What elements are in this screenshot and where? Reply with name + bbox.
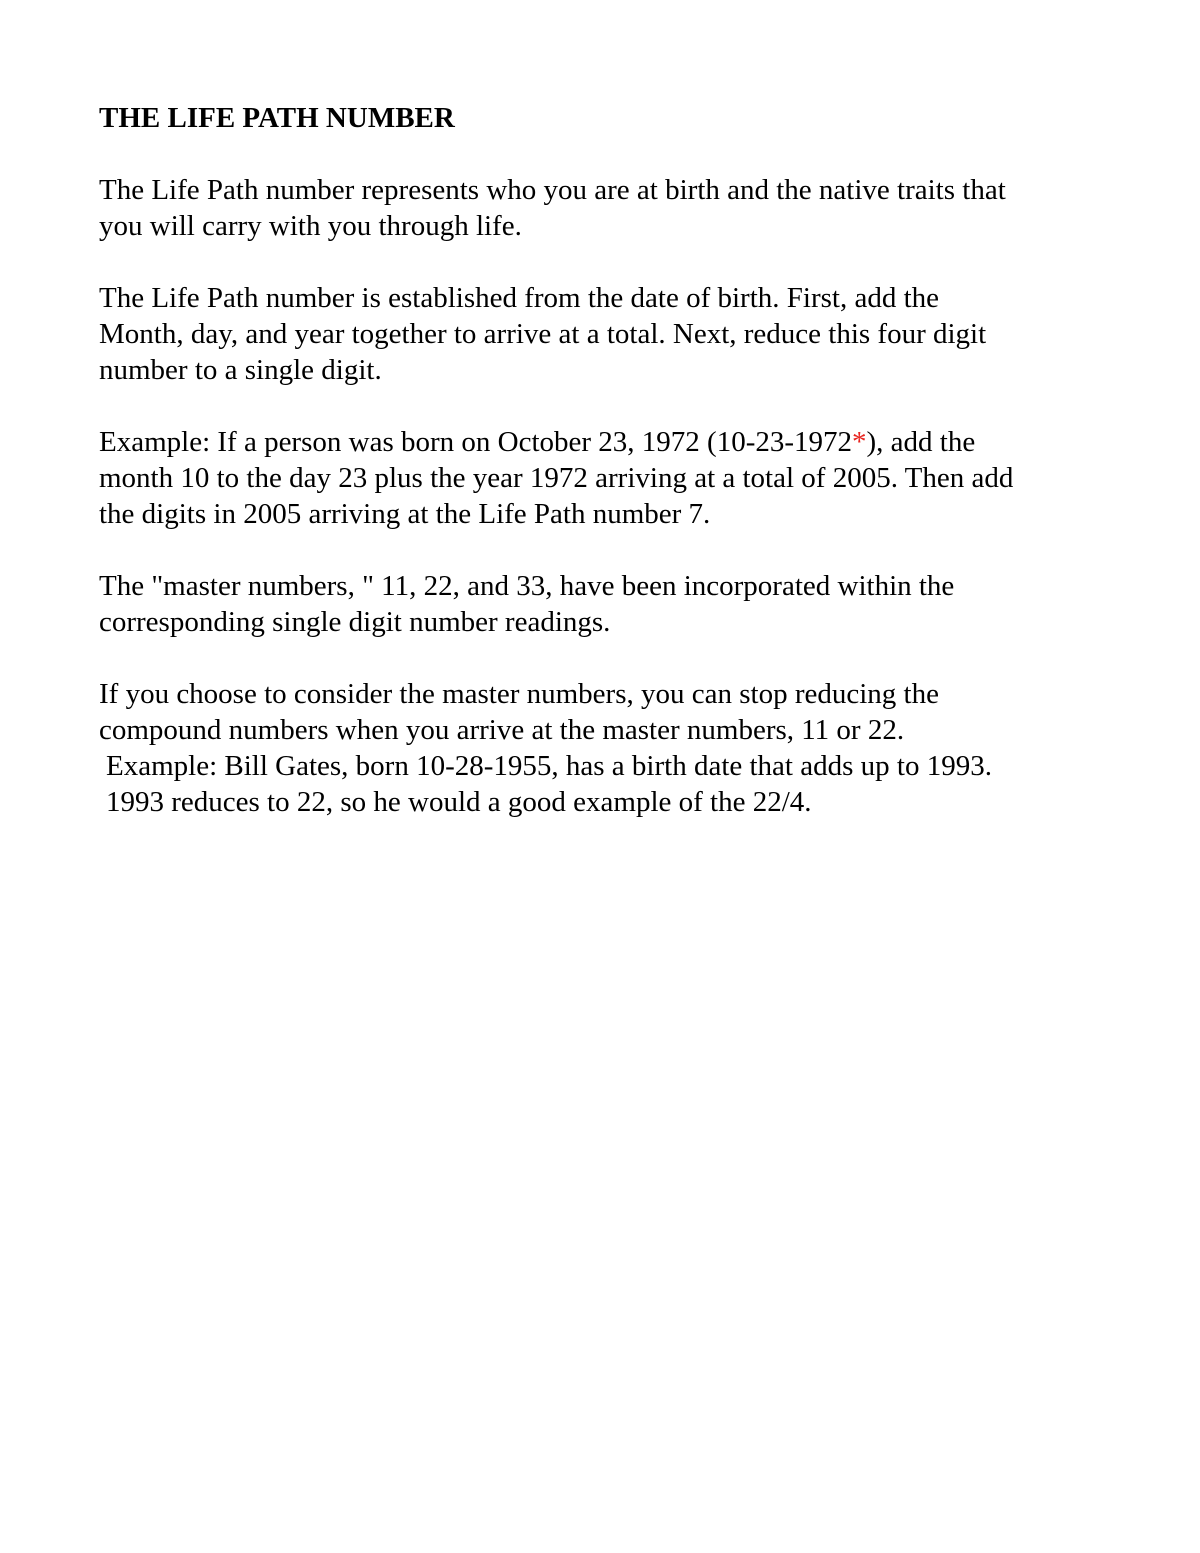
example-text-end: ), add the bbox=[866, 426, 976, 458]
paragraph-example bbox=[99, 424, 1109, 532]
asterisk-mark: * bbox=[852, 426, 867, 458]
text-line: you will carry with you through life. bbox=[99, 210, 522, 242]
paragraph-master-example bbox=[99, 676, 1109, 820]
document-page bbox=[99, 100, 1109, 820]
text-line: Example: Bill Gates, born 10-28-1955, has a birth date that adds up to 1993. bbox=[106, 750, 992, 782]
paragraph-master-numbers bbox=[99, 568, 1109, 640]
text-line: the digits in 2005 arriving at the Life Path number 7. bbox=[99, 498, 711, 530]
paragraph-definition bbox=[99, 172, 1109, 244]
example-text-start: Example: If a person was born on October 23, 1972 (10-23-1972 bbox=[99, 426, 853, 458]
text-line: compound numbers when you arrive at the master numbers, 11 or 22. bbox=[99, 714, 905, 746]
paragraph-method bbox=[99, 280, 1109, 388]
text-line: If you choose to consider the master numbers, you can stop reducing the bbox=[99, 678, 939, 710]
text-line: The Life Path number represents who you are at birth and the native traits that bbox=[99, 174, 1006, 206]
text-line bbox=[99, 424, 1109, 460]
text-line: The "master numbers, " 11, 22, and 33, have been incorporated within the bbox=[99, 570, 955, 602]
text-line: month 10 to the day 23 plus the year 1972 arriving at a total of 2005. Then add bbox=[99, 462, 1014, 494]
text-line: 1993 reduces to 22, so he would a good example of the 22/4. bbox=[106, 786, 812, 818]
text-line: The Life Path number is established from the date of birth. First, add the bbox=[99, 282, 939, 314]
document-title: THE LIFE PATH NUMBER bbox=[99, 102, 455, 134]
text-line: number to a single digit. bbox=[99, 354, 382, 386]
text-line: corresponding single digit number readings. bbox=[99, 606, 611, 638]
text-line: Month, day, and year together to arrive at a total. Next, reduce this four digit bbox=[99, 318, 987, 350]
